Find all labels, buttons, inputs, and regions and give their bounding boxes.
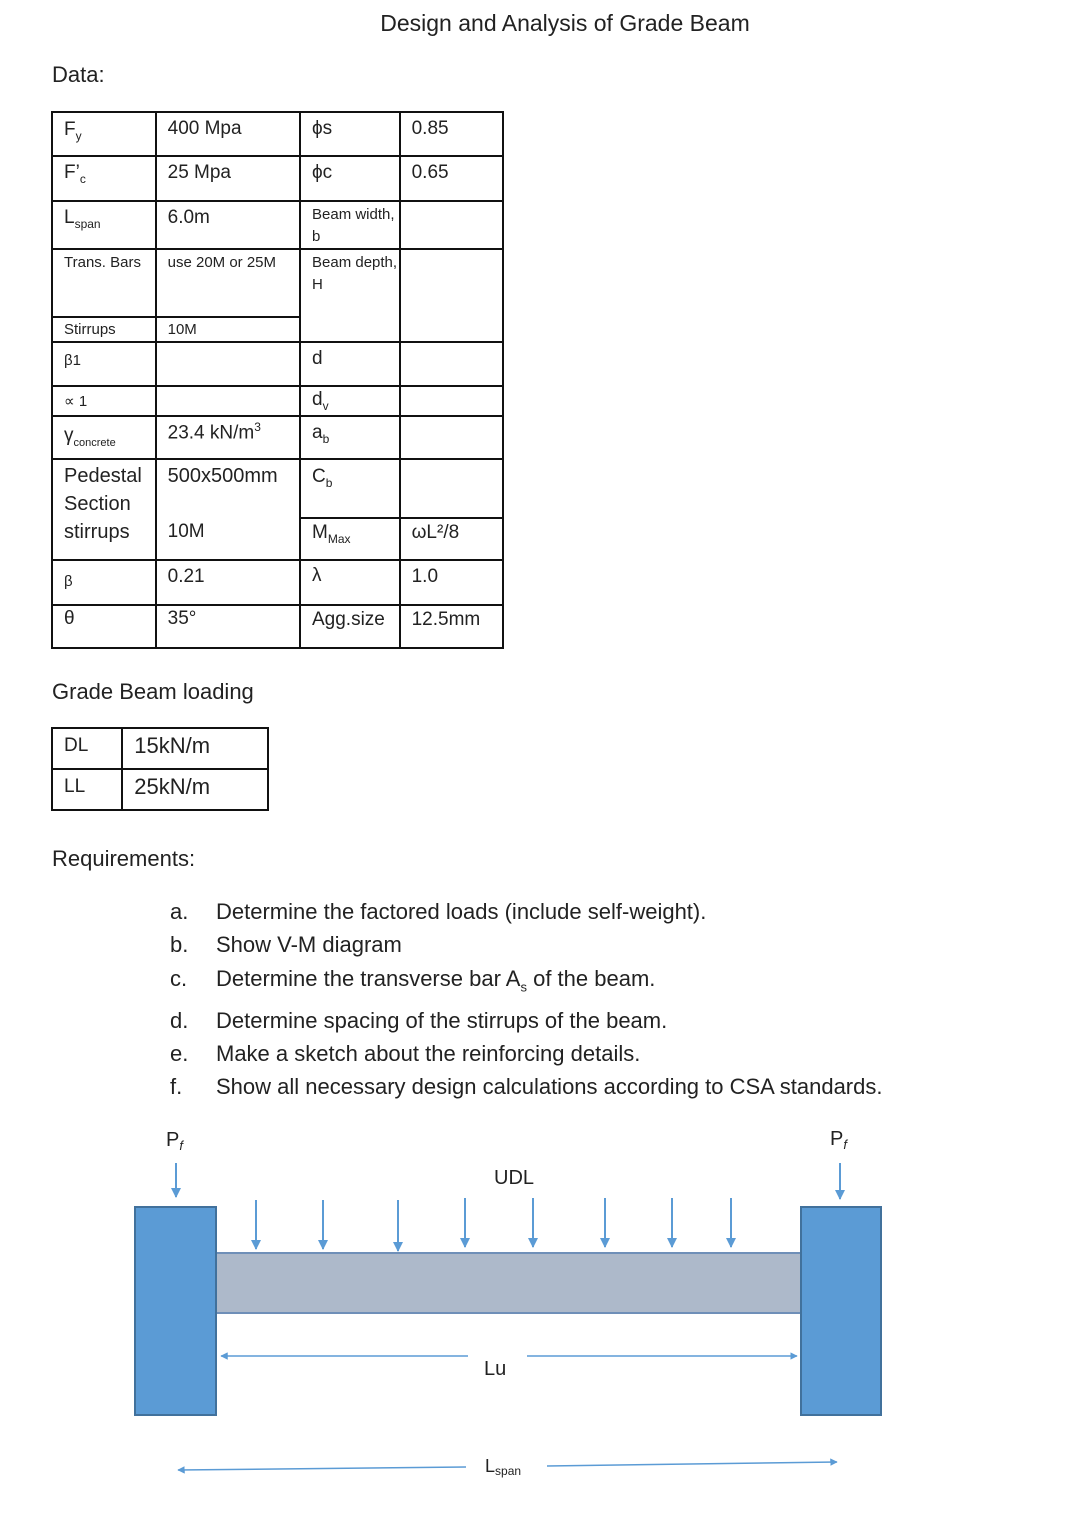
lspan-label: Lspan <box>485 1456 522 1478</box>
beam-depth-label: Beam depth, H <box>300 249 400 342</box>
phis-value: 0.85 <box>400 112 503 156</box>
mmax-value: ωL²/8 <box>400 518 503 560</box>
pedestal-stirrups-label: stirrups <box>52 518 156 560</box>
agg-size-label: Agg.size <box>300 605 400 648</box>
trans-bars-value: use 20M or 25M <box>156 249 300 317</box>
beta-value: 0.21 <box>156 560 300 605</box>
lspan-label: $L_{span}$ <box>52 201 156 249</box>
fc-value: 25 Mpa <box>156 156 300 201</box>
grade-beam <box>216 1253 801 1313</box>
loading-heading: Grade Beam loading <box>52 679 254 704</box>
fy-label: $F_y$ <box>52 112 156 156</box>
cb-label: $C_b$ <box>300 459 400 518</box>
trans-bars-label: Trans. Bars <box>52 249 156 317</box>
stirrups-value: 10M <box>156 317 300 342</box>
alpha1-label: ∝ 1 <box>52 386 156 416</box>
lambda-value: 1.0 <box>400 560 503 605</box>
pf-right-label: $P_f$ <box>830 1128 847 1152</box>
requirements-heading: Requirements: <box>52 846 196 871</box>
lspan-dimension-line-right <box>547 1462 837 1466</box>
lspan-dimension-line-left <box>178 1467 466 1470</box>
dl-label: DL <box>52 728 122 769</box>
ll-value: 25kN/m <box>122 769 268 810</box>
fy-value: 400 Mpa <box>156 112 300 156</box>
list-item: d. Determine spacing of the stirrups of the beam. <box>170 1007 668 1033</box>
ab-label: $a_b$ <box>300 416 400 459</box>
pedestal-section-value: 500x500mm <box>156 459 300 518</box>
pedestal-stirrups-value: 10M <box>156 518 300 560</box>
beta1-label: β1 <box>52 342 156 386</box>
ll-label: LL <box>52 769 122 810</box>
list-item: e. Make a sketch about the reinforcing details. <box>170 1041 641 1067</box>
udl-label: UDL <box>494 1167 535 1189</box>
lu-label: Lu <box>484 1358 507 1380</box>
data-heading: Data: <box>52 62 105 87</box>
theta-label: θ <box>52 605 156 648</box>
right-pedestal <box>801 1207 881 1415</box>
lspan-value: 6.0m <box>156 201 300 249</box>
beam-width-label: Beam width, b <box>300 201 400 249</box>
list-item: c. Determine the transverse bar $A_s$ of the beam. <box>170 965 656 995</box>
phic-label: ϕc <box>300 156 400 201</box>
phis-label: ϕs <box>300 112 400 156</box>
list-item: a. Determine the factored loads (include self-weight). <box>170 899 707 924</box>
gamma-value: 23.4 $kN/m^3$ <box>156 416 300 459</box>
lambda-label: λ <box>300 560 400 605</box>
theta-value: 35° <box>156 605 300 648</box>
pedestal-section-label: Pedestal Section <box>52 459 156 518</box>
fc-label: $F’_c$ <box>52 156 156 201</box>
list-item: b. Show V-M diagram <box>170 932 402 958</box>
gamma-label: $\gamma_{concrete}$ <box>52 416 156 459</box>
left-pedestal <box>135 1207 216 1415</box>
stirrups-label: Stirrups <box>52 317 156 342</box>
d-label: d <box>300 342 400 386</box>
pf-left-label: $P_f$ <box>166 1129 183 1153</box>
agg-size-value: 12.5mm <box>400 605 503 648</box>
mmax-label: $M_{Max}$ <box>300 518 400 560</box>
page-title: Design and Analysis of Grade Beam <box>380 10 750 36</box>
dl-value: 15kN/m <box>122 728 268 769</box>
list-item: f. Show all necessary design calculations according to CSA standards. <box>170 1074 883 1100</box>
dv-label: $d_v$ <box>300 386 400 416</box>
beta-label: β <box>52 560 156 605</box>
phic-value: 0.65 <box>400 156 503 201</box>
